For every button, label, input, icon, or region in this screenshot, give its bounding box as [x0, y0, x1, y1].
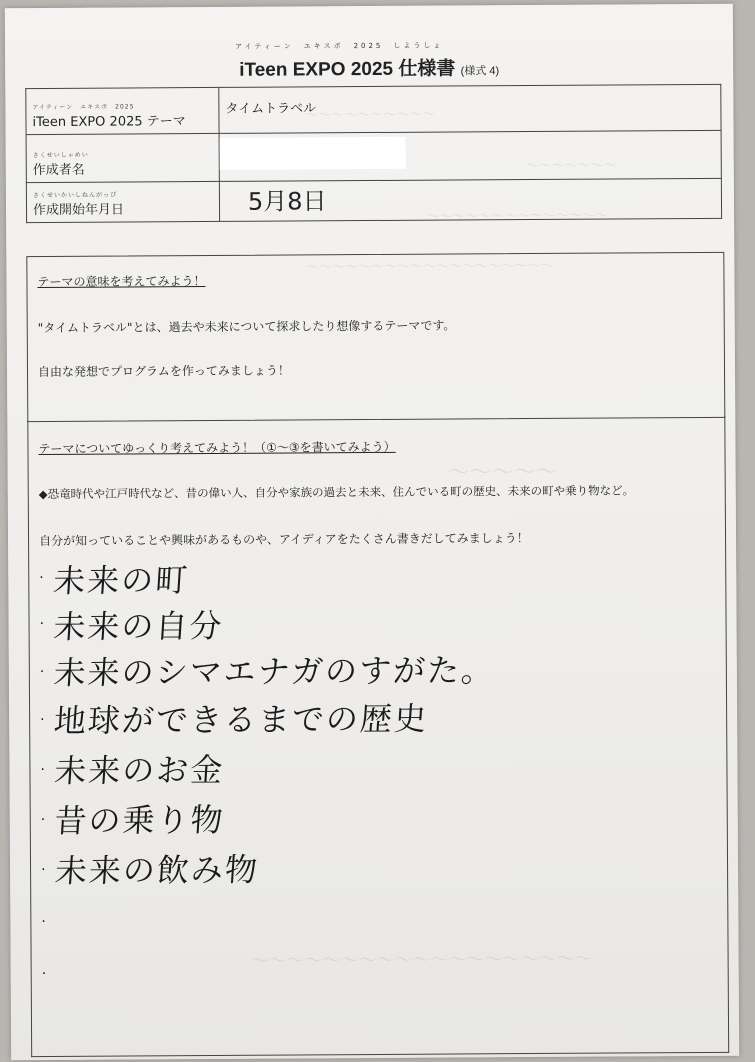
- author-label: 作成者名: [32, 162, 85, 179]
- date-value-cell: [219, 178, 721, 221]
- idea-bullet: ·: [40, 712, 45, 729]
- idea-item: 未来の飲み物: [53, 850, 261, 890]
- show-through-text: ～～～～～～～～～～～～～～～～～～～: [306, 258, 554, 276]
- idea-section: [27, 416, 729, 1057]
- idea-bullet: ·: [39, 616, 45, 633]
- idea-bullet: ·: [41, 965, 47, 983]
- date-value: 5月8日: [247, 187, 327, 216]
- theme-value-cell: [219, 84, 721, 133]
- title-ruby: アイティーン エキスポ 2025 しようしょ: [235, 41, 444, 51]
- theme-meaning-section: [26, 252, 725, 422]
- date-label: 作成開始年月日: [32, 202, 125, 219]
- section2-heading: テーマについてゆっくり考えてみよう！（①～③を書いてみよう）: [38, 439, 396, 457]
- section2-bullet: ◆恐竜時代や江戸時代など、昔の偉い人、自分や家族の過去と未来、住んでいる町の歴史、未来の町や乗り物など。: [38, 483, 635, 502]
- theme-label-kana: アイティーン エキスポ 2025: [32, 103, 135, 112]
- idea-item: 未来の自分: [52, 606, 225, 646]
- page-title: [5, 52, 733, 83]
- show-through-text: ～～～～～～～～～～～～～～: [426, 208, 609, 225]
- theme-value: タイムトラベル: [225, 101, 317, 117]
- theme-label: iTeen EXPO 2025 テーマ: [32, 114, 186, 131]
- section1-heading: テーマの意味を考えてみよう！: [37, 274, 206, 290]
- section1-line1: "タイムトラベル"とは、過去や未来について探求したり想像するテーマです。: [37, 318, 456, 336]
- author-label-kana: さくせいしゃめい: [32, 151, 89, 160]
- redaction-box: [220, 136, 406, 169]
- section2-prompt: 自分が知っていることや興味があるものや、アイディアをたくさん書きだしてみましょう！: [39, 531, 529, 549]
- idea-item: 昔の乗り物: [53, 800, 226, 840]
- idea-bullet: ·: [41, 862, 46, 879]
- idea-bullet: ·: [40, 812, 46, 829]
- worksheet-page: [5, 4, 739, 1060]
- show-through-text: ～～～～～: [447, 459, 558, 486]
- show-through-text: ～～～～～～～: [525, 158, 617, 175]
- idea-item: 未来の町: [51, 561, 191, 600]
- idea-item: 未来のシマエナガのすがた。: [52, 651, 497, 692]
- author-value-cell: [219, 130, 721, 181]
- date-label-cell: [26, 181, 219, 222]
- idea-bullet: ·: [39, 664, 45, 681]
- title-text: iTeen EXPO 2025 仕様書: [239, 58, 456, 81]
- idea-bullet: ·: [40, 762, 45, 779]
- form-number: (様式 4): [460, 65, 500, 78]
- idea-item: 地球ができるまでの歴史: [52, 699, 430, 740]
- theme-label-cell: [26, 87, 219, 134]
- idea-item: 未来のお金: [53, 750, 226, 790]
- show-through-text: ～～～～～～～～～～～～～～～～～～～: [250, 948, 593, 972]
- show-through-text: ～～～～～～～～～～: [305, 107, 436, 124]
- idea-bullet: ·: [41, 913, 46, 931]
- info-table: [25, 84, 722, 223]
- idea-bullet: ·: [39, 570, 44, 587]
- author-label-cell: [26, 133, 219, 182]
- date-label-kana: さくせいかいしねんがっぴ: [32, 191, 117, 200]
- section1-line2: 自由な発想でプログラムを作ってみましょう！: [37, 363, 290, 380]
